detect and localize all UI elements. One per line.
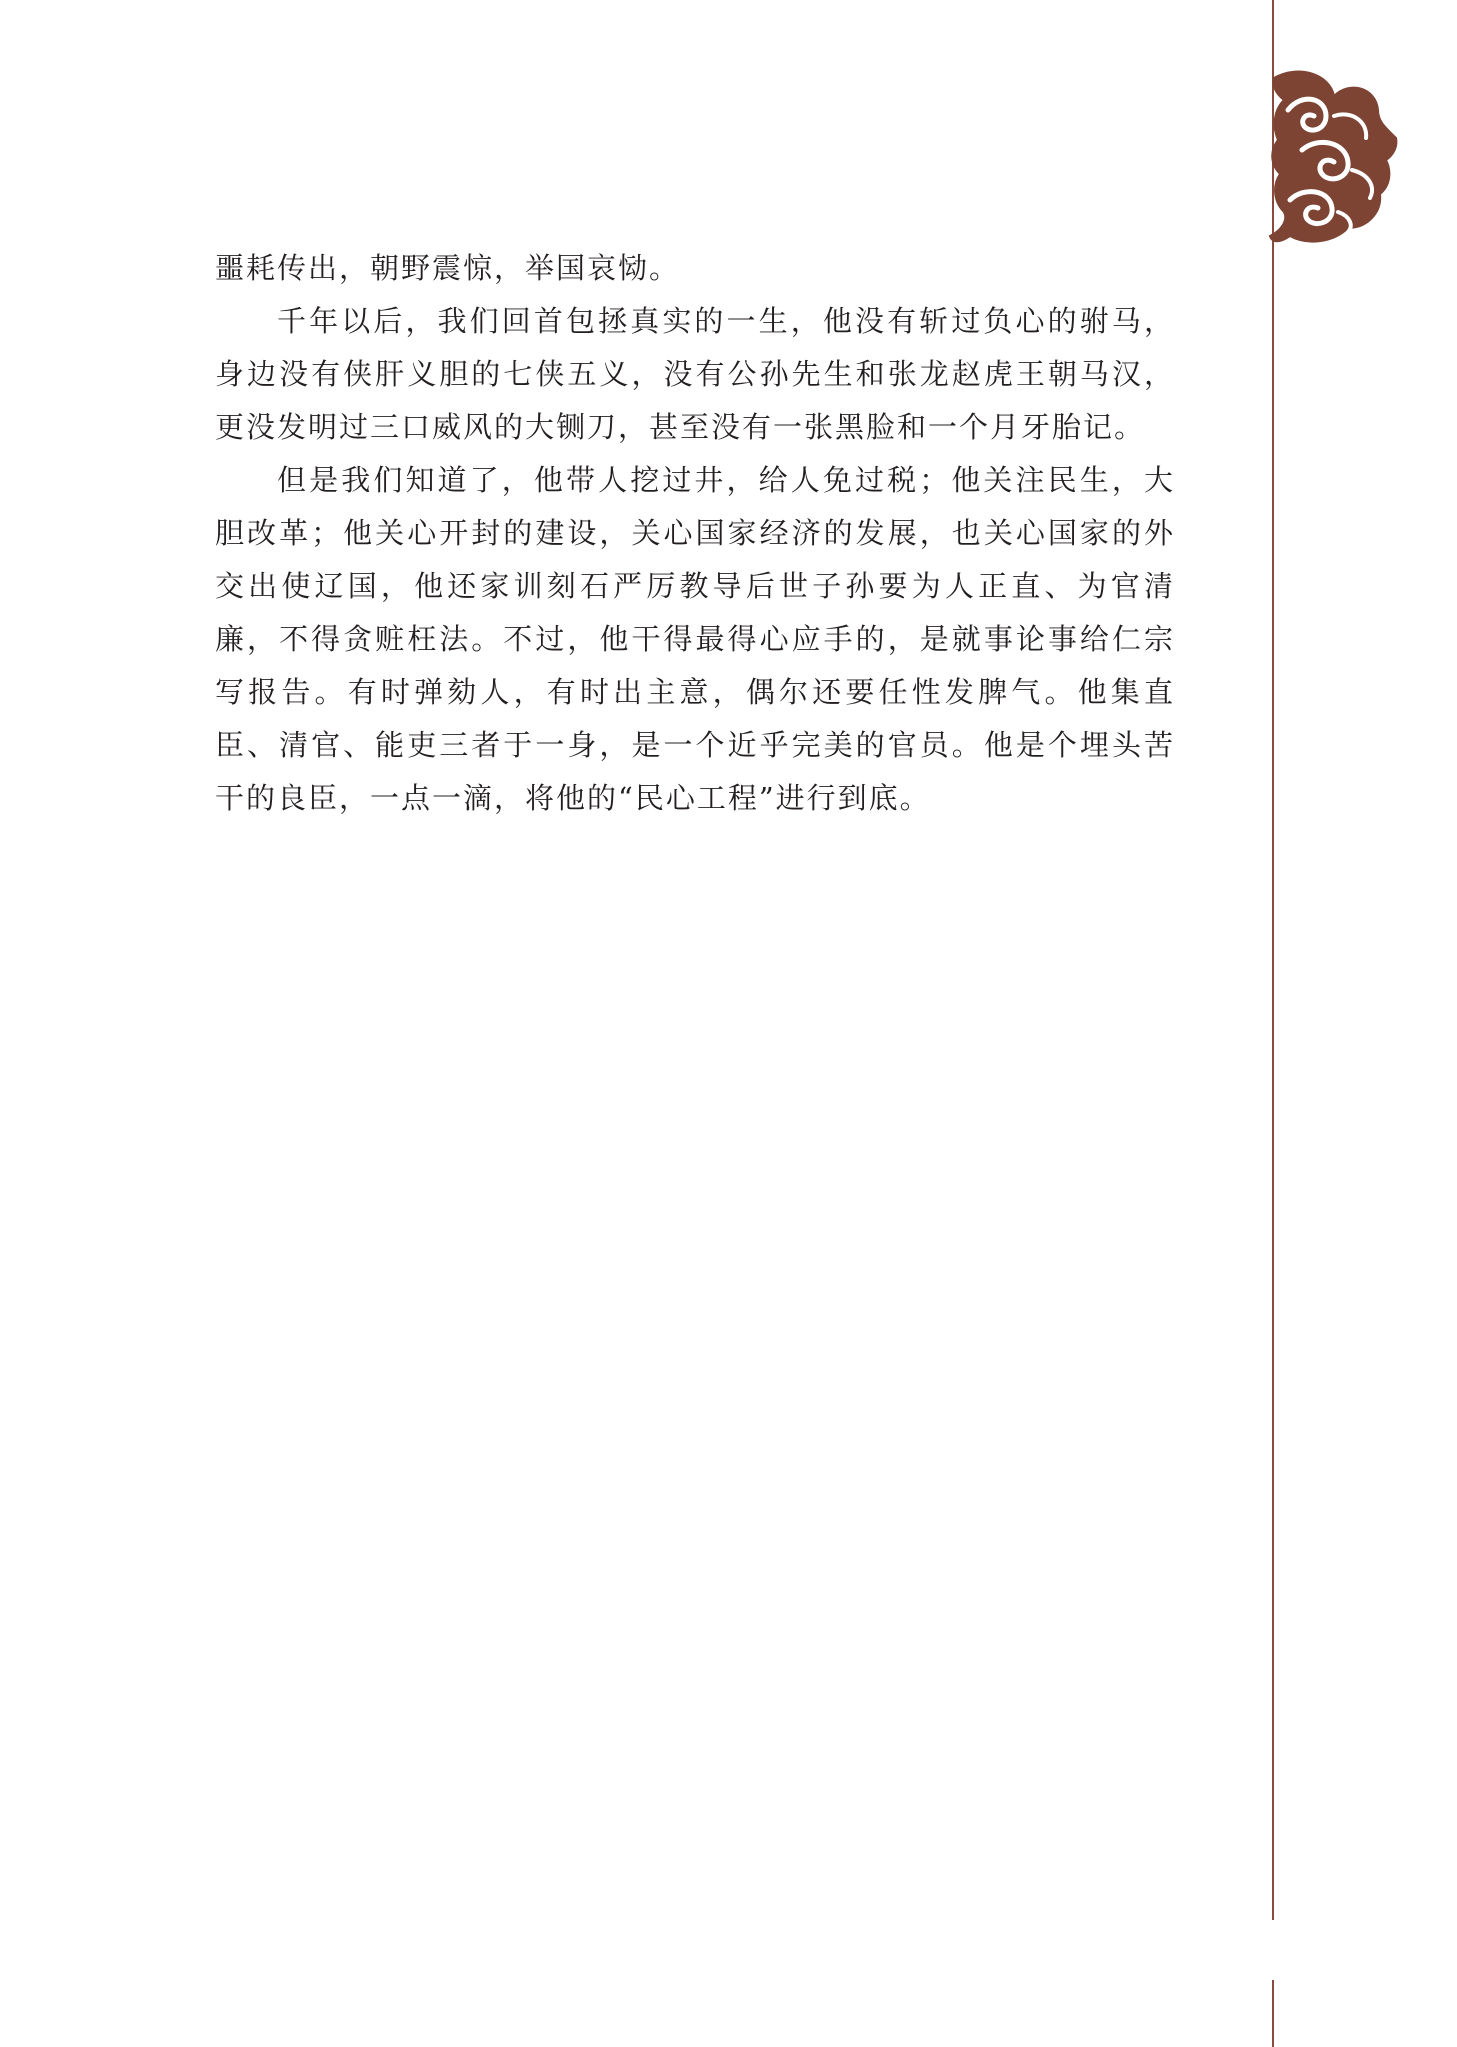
auspicious-cloud-icon <box>1268 70 1398 250</box>
margin-rule-lower <box>1272 1980 1274 2047</box>
paragraph-2: 千年以后，我们回首包拯真实的一生，他没有斩过负心的驸马，身边没有侠肝义胆的七侠五义，没有公孙先生和张龙赵虎王朝马汉，更没发明过三口威风的大铡刀，甚至没有一张黑脸和一个月牙胎记。 <box>215 304 1175 444</box>
paragraph-1: 噩耗传出，朝野震惊，举国哀恸。 <box>215 251 681 285</box>
paragraph-3: 但是我们知道了，他带人挖过井，给人免过税；他关注民生，大胆改革；他关心开封的建设，关心国家经济的发展，也关心国家的外交出使辽国，他还家训刻石严厉教导后世子孙要为人正直、为官清廉，不得贪赃枉法。不过，他干得最得心应手的，是就事论事给仁宗写报告。有时弹劾人，有时出主意，偶尔还要任性发脾气。他集直臣、清官、能吏三者于一身，是一个近乎完美的官员。他是个埋头苦干的良臣，一点一滴，将他的“民心工程”进行到底。 <box>215 463 1175 815</box>
body-text <box>215 242 1175 825</box>
margin-rule <box>1272 0 1274 1920</box>
